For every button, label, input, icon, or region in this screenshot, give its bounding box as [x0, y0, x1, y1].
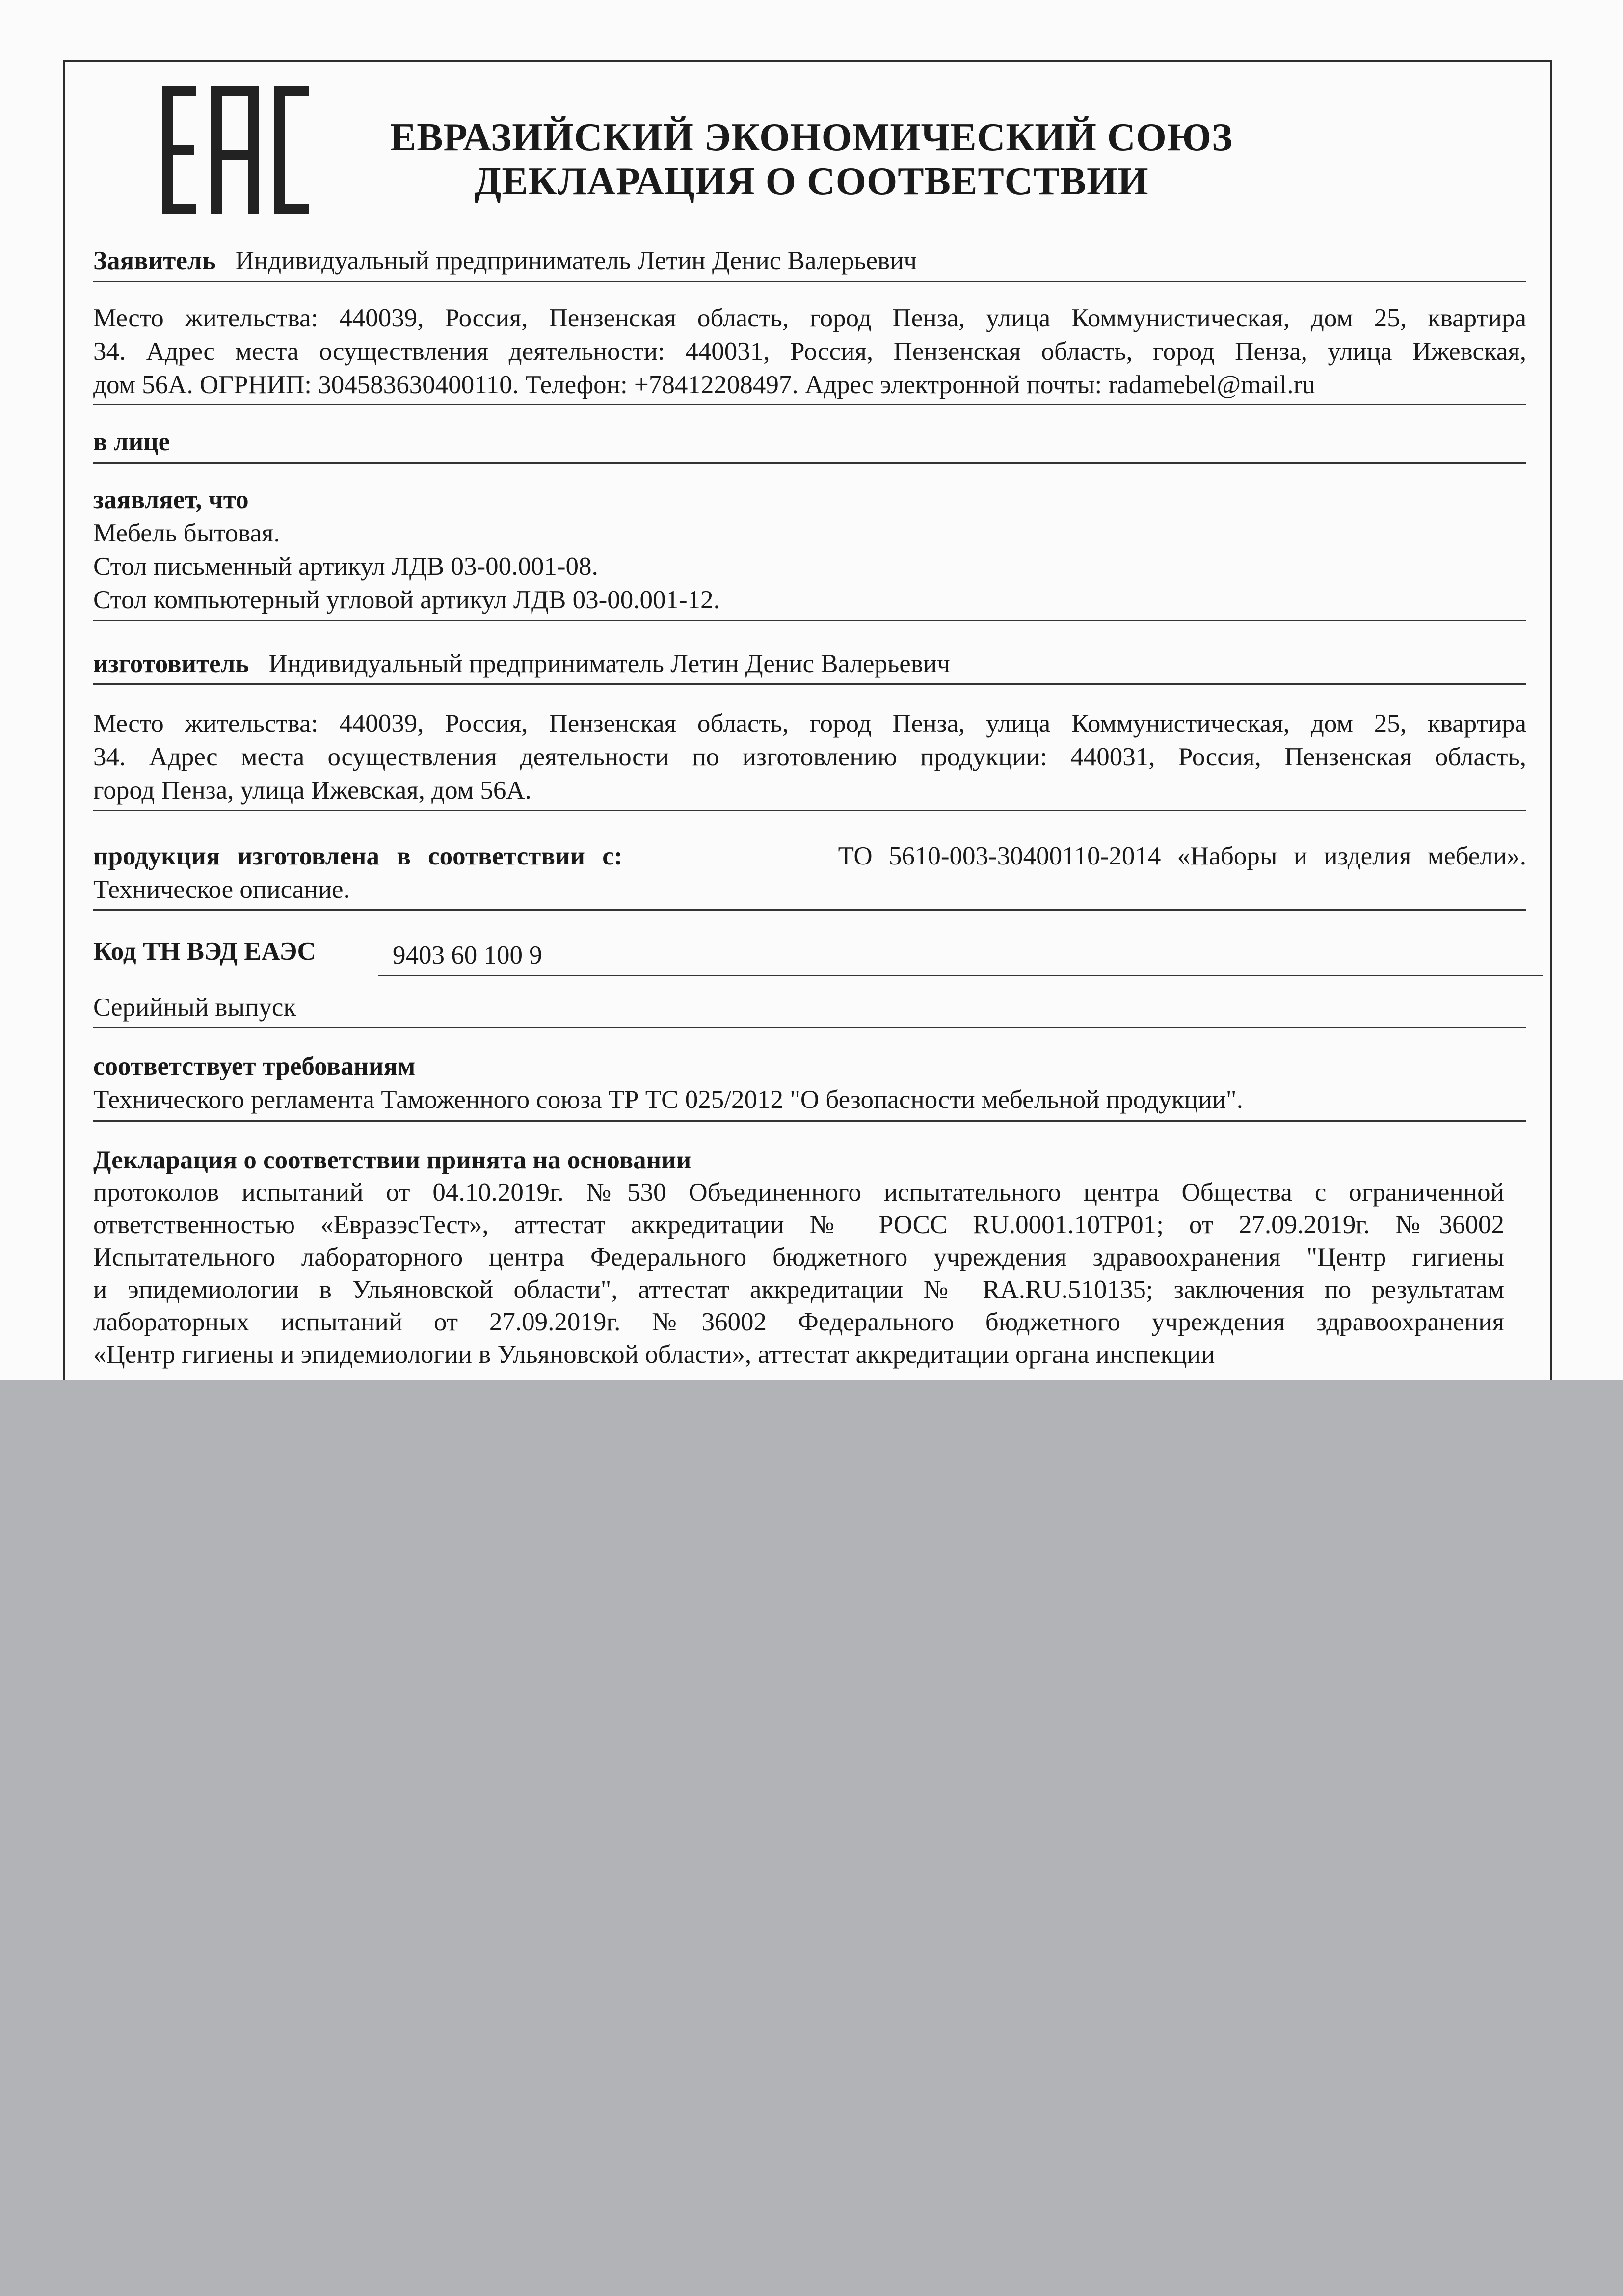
manufacturer-address-line: город Пенза, улица Ижевская, дом 56А. — [93, 776, 532, 805]
represented-underline — [93, 462, 1526, 464]
basis-block — [93, 1144, 1504, 1371]
represented-row — [93, 425, 1526, 459]
tnved-value: 9403 60 100 9 — [393, 941, 542, 970]
basis-line: лабораторных испытаний от 27.09.2019г. №36002 Федерального бюджетного учреждения здравоохранения — [93, 1308, 1504, 1336]
requirements-value: Технического регламента Таможенного союза ТР ТС 025/2012 "О безопасности мебельной продукции". — [93, 1085, 1243, 1114]
release-value: Серийный выпуск — [93, 993, 296, 1022]
release-row — [93, 991, 1526, 1024]
applicant-address-underline — [93, 404, 1526, 405]
represented-label: в лице — [93, 428, 170, 456]
standard-underline — [93, 909, 1526, 911]
manufacturer-address-underline — [93, 810, 1526, 811]
basis-line: ответственностью «ЕвразэсТест», аттестат аккредитации № РОСС RU.0001.10ТР01; от 27.09.2019г. №36002 — [93, 1211, 1504, 1239]
product-line: Мебель бытовая. — [93, 519, 280, 547]
standard-second-line: Техническое описание. — [93, 875, 350, 904]
basis-line: протоколов испытаний от 04.10.2019г. №530 Объединенного испытательного центра Общества с ограниченной — [93, 1178, 1504, 1207]
product-line: Стол письменный артикул ЛДВ 03-00.001-08. — [93, 552, 598, 581]
standard-block — [93, 839, 1526, 906]
manufacturer-label: изготовитель — [93, 649, 249, 678]
tnved-label: Код ТН ВЭД ЕАЭС — [93, 937, 316, 966]
standard-label: продукция изготовлена в соответствии с: — [93, 842, 623, 870]
requirements-label: соответствует требованиям — [93, 1052, 416, 1080]
release-underline — [93, 1027, 1526, 1028]
basis-label: Декларация о соответствии принята на основании — [93, 1146, 692, 1174]
declares-underline — [93, 620, 1526, 621]
standard-row — [93, 839, 1526, 873]
declares-block — [93, 483, 1526, 617]
union-title: ЕВРАЗИЙСКИЙ ЭКОНОМИЧЕСКИЙ СОЮЗ — [390, 116, 1233, 159]
document-title: ДЕКЛАРАЦИЯ О СООТВЕТСТВИИ — [474, 160, 1149, 203]
applicant-address-line: 34. Адрес места осуществления деятельности: 440031, Россия, Пензенская область, город Пенза, улица Ижевская, — [93, 337, 1526, 366]
basis-line: и эпидемиологии в Ульяновской области", аттестат аккредитации № RA.RU.510135; заключения по результатам — [93, 1275, 1504, 1304]
manufacturer-address-line: Место жительства: 440039, Россия, Пензенская область, город Пенза, улица Коммунистическая, дом 25, квартира — [93, 709, 1526, 738]
basis-line: «Центр гигиены и эпидемиологии в Ульяновской области», аттестат аккредитации органа инспекции — [93, 1340, 1215, 1369]
basis-line: Испытательного лабораторного центра Федерального бюджетного учреждения здравоохранения "Центр гигиены — [93, 1243, 1504, 1271]
standard-value: ТО 5610-003-30400110-2014 «Наборы и изделия мебели». — [838, 842, 1526, 870]
manufacturer-address-line: 34. Адрес места осуществления деятельности по изготовлению продукции: 440031, Россия, Пензенская область, — [93, 743, 1526, 771]
applicant-address-line: Место жительства: 440039, Россия, Пензенская область, город Пенза, улица Коммунистическая, дом 25, квартира — [93, 304, 1526, 332]
redacted-area — [0, 1380, 1623, 2296]
applicant-address-line: дом 56А. ОГРНИП: 304583630400110. Телефон: +78412208497. Адрес электронной почты: radamebel@mail.ru — [93, 371, 1315, 399]
requirements-block — [93, 1050, 1526, 1116]
manufacturer-row — [93, 647, 1526, 680]
applicant-name: Индивидуальный предприниматель Летин Денис Валерьевич — [235, 246, 917, 275]
tnved-underline — [378, 975, 1543, 976]
manufacturer-underline — [93, 683, 1526, 685]
applicant-row — [93, 244, 1526, 277]
manufacturer-address — [93, 707, 1526, 807]
manufacturer-name: Индивидуальный предприниматель Летин Денис Валерьевич — [268, 649, 950, 678]
applicant-underline — [93, 281, 1526, 282]
applicant-label: Заявитель — [93, 246, 216, 275]
applicant-address — [93, 301, 1526, 402]
tnved-row — [93, 935, 1526, 968]
requirements-underline — [93, 1120, 1526, 1122]
product-line: Стол компьютерный угловой артикул ЛДВ 03-00.001-12. — [93, 586, 720, 614]
declares-label: заявляет, что — [93, 486, 249, 514]
